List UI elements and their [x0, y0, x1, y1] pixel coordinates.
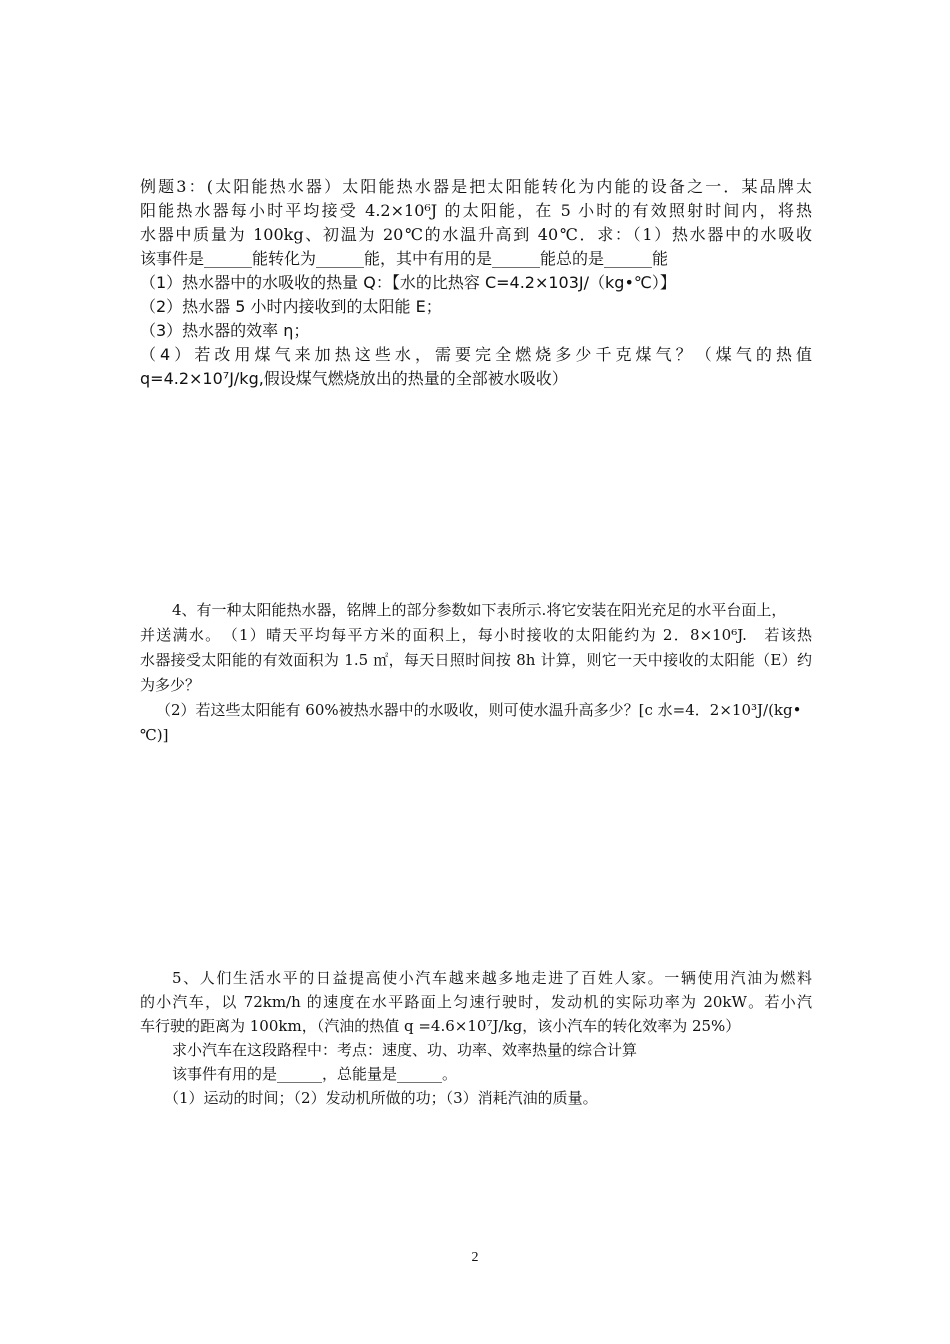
q5-line-3: 车行驶的距离为 100km，（汽油的热值 q =4.6×10⁷J/kg，该小汽车的转化效率为 25%） — [140, 1017, 741, 1035]
q5-line-5: 该事件有用的是______，总能量是______。 — [172, 1065, 458, 1083]
q5-line-2: 的小汽车，以 72km/h 的速度在水平路面上匀速行驶时，发动机的实际功率为 20kW。若小汽 — [140, 993, 812, 1011]
page-number: 2 — [471, 1250, 479, 1265]
q5-line-4: 求小汽车在这段路程中：考点：速度、功、功率、效率热量的综合计算 — [172, 1041, 638, 1059]
question-4 — [140, 598, 812, 748]
q3-part-4-cont: q=4.2×10⁷J/kg,假设煤气燃烧放出的热量的全部被水吸收） — [140, 369, 568, 388]
q4-part-2-cont: ℃)] — [140, 726, 169, 744]
q3-part-1: （1）热水器中的水吸收的热量 Q：【水的比热容 C=4.2×103J/（kg•℃）】 — [140, 273, 676, 292]
q4-line-2: 并送满水。 （1）晴天平均每平方米的面积上，每小时接收的太阳能约为 2．8×10⁶J. 若该热 — [140, 626, 812, 644]
q3-part-3: （3）热水器的效率 η； — [140, 321, 310, 340]
q5-parts: （1）运动的时间；（2）发动机所做的功；（3）消耗汽油的质量。 — [164, 1089, 598, 1107]
q3-line-2: 阳能热水器每小时平均接受 4.2×10⁶J 的太阳能，在 5 小时的有效照射时间内，将热 — [140, 201, 812, 220]
q3-line-1: 例题3：(太阳能热水器）太阳能热水器是把太阳能转化为内能的设备之一．某品牌太 — [140, 177, 812, 196]
q3-line-4: 该事件是______能转化为______能，其中有用的是______能总的是______能 — [140, 249, 669, 268]
q4-line-3: 水器接受太阳能的有效面积为 1.5 ㎡，每天日照时间按 8h 计算，则它一天中接收的太阳能（E）约 — [140, 651, 812, 669]
q4-part-2: （2）若这些太阳能有 60%被热水器中的水吸收，则可使水温升高多少？[c 水=4．2×10³J/(kg• — [156, 701, 802, 719]
q3-line-3: 水器中质量为 100kg、初温为 20℃的水温升高到 40℃．求：（1）热水器中的水吸收 — [140, 225, 812, 244]
question-3 — [140, 175, 812, 391]
q4-line-4: 为多少？ — [140, 676, 201, 694]
q3-part-4: （4）若改用煤气来加热这些水，需要完全燃烧多少千克煤气？（煤气的热值 — [140, 345, 812, 364]
q5-line-1: 5、人们生活水平的日益提高使小汽车越来越多地走进了百姓人家。一辆使用汽油为燃料 — [172, 969, 812, 987]
question-5 — [140, 966, 812, 1110]
q3-part-2: （2）热水器 5 小时内接收到的太阳能 E； — [140, 297, 442, 316]
q4-line-1: 4、有一种太阳能热水器，铭牌上的部分参数如下表所示.将它安装在阳光充足的水平台面上， — [172, 601, 787, 619]
